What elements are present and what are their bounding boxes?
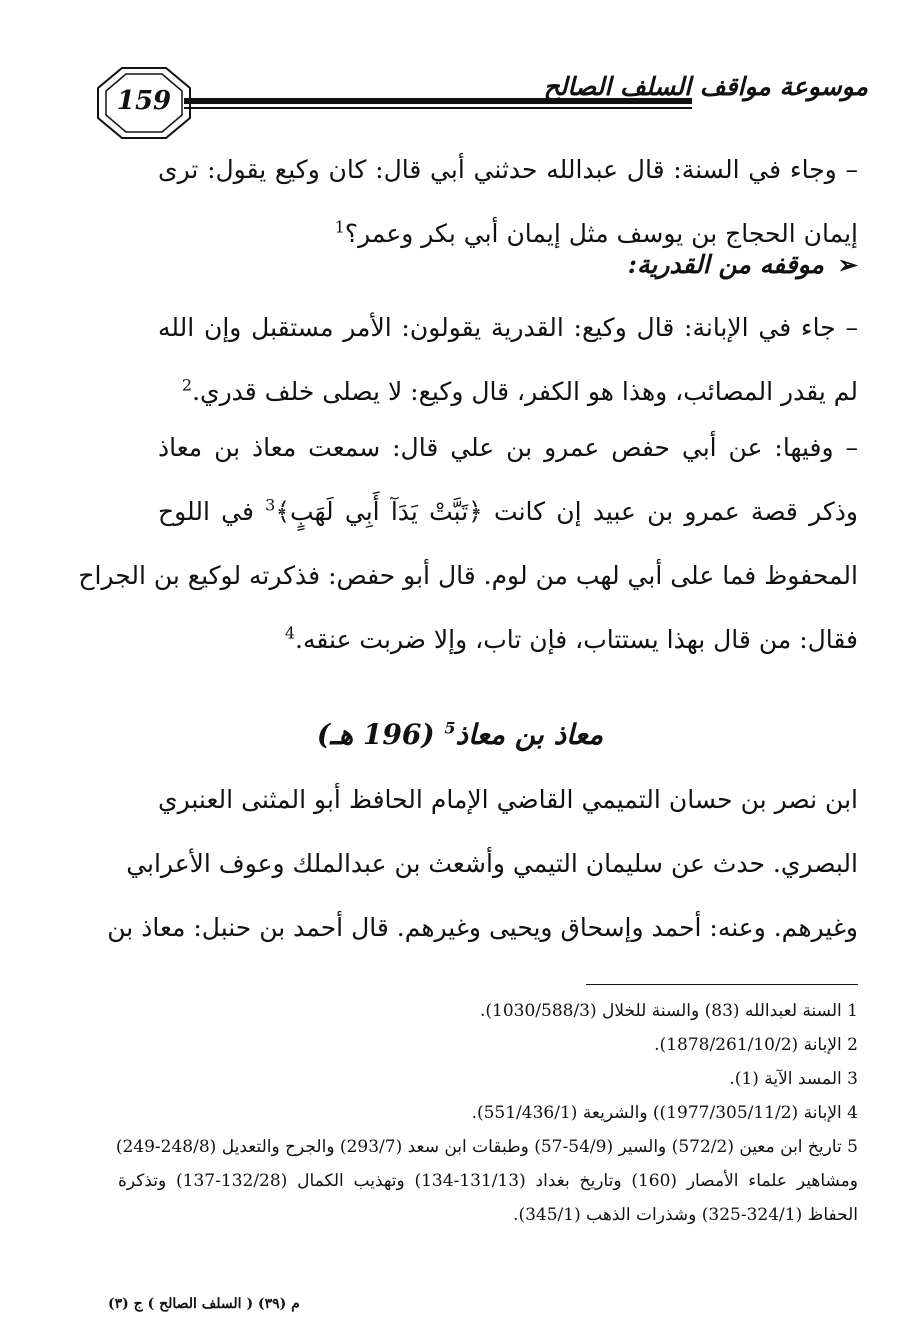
section-heading: [158, 250, 858, 279]
footnotes: [115, 994, 858, 1232]
footnote-text: [115, 1130, 858, 1164]
footnote-text: الحفاظ (324/1-325) وشذرات الذهب (345/1).: [513, 1205, 858, 1225]
page-header: [96, 66, 868, 140]
biography-year: (196 هـ): [316, 718, 435, 751]
footnote-number: 4: [847, 1103, 858, 1123]
footnote-item: [118, 1096, 858, 1130]
text-line: وغيرهم. وعنه: أحمد وإسحاق ويحيى وغيرهم. قال أحمد بن حنبل: معاذ بن: [107, 913, 858, 942]
footnote-text: السنة لعبدالله (83) والسنة للخلال (1030/588/3).: [479, 1001, 842, 1021]
text-line: – جاء في الإبانة: قال وكيع: القدرية يقولون: الأمر مستقبل وإن الله: [158, 313, 858, 342]
footnote-item: [118, 1062, 858, 1096]
footnote-item: [115, 1130, 858, 1232]
page-number-badge: [96, 66, 192, 140]
signature-mark: م (٣٩) ( السلف الصالح ) ج (٣): [108, 1296, 300, 1312]
text-run: في اللوح: [158, 497, 266, 526]
footnote-ref: 1: [334, 217, 345, 237]
text-run: لم يقدر المصائب، وهذا هو الكفر، قال وكيع: لا يصلى خلف قدري.: [192, 377, 858, 406]
footnote-number: 3: [847, 1069, 858, 1089]
paragraph-abu-hafs: [78, 416, 859, 672]
text-line: المحفوظ فما على أبي لهب من لوم. قال أبو حفص: فذكرته لوكيع بن الجراح: [78, 561, 858, 590]
footnote-ref: 2: [181, 375, 193, 395]
section-heading-text: موقفه من القدرية:: [627, 250, 824, 279]
footnote-ref: 4: [284, 623, 296, 643]
text-run: فقال: من قال بهذا يستتاب، فإن تاب، وإلا ضربت عنقه.: [295, 625, 858, 654]
text-line: [158, 480, 858, 544]
footnote-ref: 5: [444, 718, 456, 738]
text-line: [158, 608, 858, 672]
footnote-text: ومشاهير علماء الأمصار (160) وتاريخ بغداد (131/13-134) وتهذيب الكمال (132/28-137) وتذكرة: [118, 1171, 858, 1191]
footnote-text-run: تاريخ ابن معين (572/2) والسير (54/9-57) وطبقات ابن سعد (293/7) والجرح والتعديل (248/8-249): [115, 1137, 842, 1157]
biography-paragraph: [107, 768, 858, 960]
text-line: [158, 360, 858, 424]
text-run: إيمان الحجاج بن يوسف مثل إيمان أبي بكر وعمر؟: [344, 219, 858, 248]
footnote-text: الإبانة (1977/305/11/2)) والشريعة (551/436/1).: [471, 1103, 842, 1123]
footnote-separator: [586, 984, 858, 985]
biography-title: [0, 718, 920, 751]
footnote-item: [118, 1028, 858, 1062]
text-line: – وفيها: عن أبي حفص عمرو بن علي قال: سمعت معاذ بن معاذ: [158, 433, 858, 462]
text-line: – وجاء في السنة: قال عبدالله حدثني أبي قال: كان وكيع يقول: ترى: [158, 155, 858, 184]
footnote-number: 5: [847, 1137, 858, 1157]
footnote-number: 2: [847, 1035, 858, 1055]
footnote-text: الإبانة (1878/261/10/2).: [654, 1035, 842, 1055]
footnote-text: المسد الآية (1).: [729, 1069, 842, 1089]
text-line: ابن نصر بن حسان التميمي القاضي الإمام الحافظ أبو المثنى العنبري: [158, 785, 858, 814]
paragraph-ibana: [158, 296, 858, 424]
page-number: 159: [116, 86, 172, 116]
biography-name: معاذ بن معاذ: [455, 718, 604, 751]
footnote-ref: 3: [265, 495, 276, 515]
footnote-item: [118, 994, 858, 1028]
arrow-bullet-icon: ➢: [837, 250, 858, 279]
series-title: موسوعة مواقف السلف الصالح: [543, 72, 868, 101]
footnote-number: 1: [847, 1001, 858, 1021]
quran-quote: وذكر قصة عمرو بن عبيد إن كانت ﴿تَبَّتْ يَدَآ أَبِي لَهَبٍ﴾: [275, 497, 859, 526]
text-line: البصري. حدث عن سليمان التيمي وأشعث بن عبدالملك وعوف الأعرابي: [126, 849, 858, 878]
paragraph-sunnah: [158, 138, 858, 266]
